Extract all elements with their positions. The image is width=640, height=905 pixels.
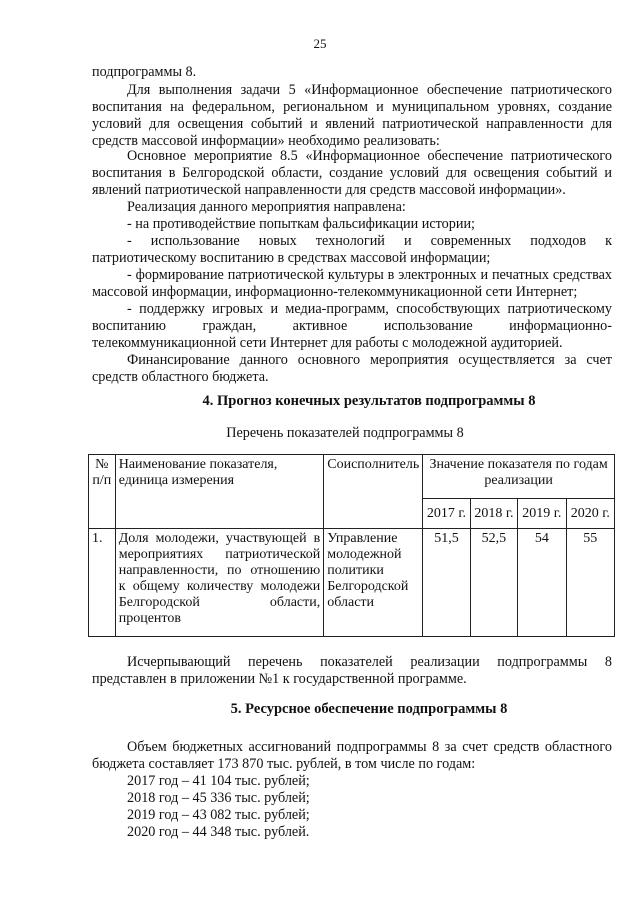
list-item: 2018 год – 45 336 тыс. рублей; [127, 790, 310, 806]
paragraph-line: Реализация данного мероприятия направлена: [127, 199, 406, 215]
row-value: 52,5 [470, 529, 517, 637]
cell-line: Белгородской области, [118, 595, 321, 610]
paragraph-line: воспитания в Белгородской области, создание условий для освещения событий и [92, 165, 612, 181]
cell-line: Белгородской [327, 579, 409, 594]
cell-line: направленности, по отношению [118, 563, 321, 578]
paragraph-line: воспитанию граждан, активное использование информационно- [92, 318, 612, 334]
header-values: Значение показателя по годам реализации [423, 455, 615, 499]
paragraph-line: средств массовой информации» необходимо реализовать: [92, 133, 440, 149]
header-num: № п/п [89, 455, 116, 529]
paragraph-line: условий для освещения событий и явлений патриотической направленности для [92, 116, 612, 132]
section-heading: 5. Ресурсное обеспечение подпрограммы 8 [230, 701, 508, 717]
paragraph-line: Основное мероприятие 8.5 «Информационное обеспечение патриотического [127, 148, 612, 164]
list-item: - использование новых технологий и современных подходов к [127, 233, 612, 249]
header-year: 2020 г. [566, 499, 614, 529]
paragraph-line: средств областного бюджета. [92, 369, 269, 385]
row-value: 55 [566, 529, 614, 637]
list-item: 2017 год – 41 104 тыс. рублей; [127, 773, 310, 789]
list-item: - поддержку игровых и медиа-программ, способствующих патриотическому [127, 301, 612, 317]
indicators-table [88, 454, 615, 637]
row-name [115, 529, 324, 637]
paragraph-line: подпрограммы 8. [92, 64, 197, 80]
row-coexec [324, 529, 423, 637]
list-item: 2020 год – 44 348 тыс. рублей. [127, 824, 310, 840]
header-name: Наименование показателя, единица измерения [115, 455, 324, 529]
header-coexec: Соисполнитель [324, 455, 423, 529]
header-year: 2019 г. [518, 499, 566, 529]
row-num: 1. [89, 529, 116, 637]
paragraph-line: патриотическому воспитанию в средствах массовой информации; [92, 250, 491, 266]
cell-line: мероприятиях патриотической [118, 547, 321, 562]
cell-line: к общему количеству молодежи [118, 579, 321, 594]
table-row [89, 529, 615, 637]
paragraph-line: явлений патриотической направленности для средств массовой информации». [92, 182, 566, 198]
cell-line: Управление [327, 531, 398, 546]
paragraph-line: Для выполнения задачи 5 «Информационное обеспечение патриотического [127, 82, 612, 98]
header-year: 2017 г. [423, 499, 470, 529]
table-caption: Перечень показателей подпрограммы 8 [226, 425, 464, 441]
row-value: 54 [518, 529, 566, 637]
page-number: 25 [313, 36, 327, 51]
paragraph-line: Финансирование данного основного мероприятия осуществляется за счет [127, 352, 612, 368]
cell-line: политики [327, 563, 384, 578]
list-item: - на противодействие попыткам фальсификации истории; [127, 216, 475, 232]
paragraph-line: массовой информации, информационно-телекоммуникационной сети Интернет; [92, 284, 578, 300]
paragraph-line: Исчерпывающий перечень показателей реализации подпрограммы 8 [127, 654, 612, 670]
section-heading: 4. Прогноз конечных результатов подпрограммы 8 [202, 393, 536, 409]
header-year: 2018 г. [470, 499, 517, 529]
cell-line: молодежной [327, 547, 402, 562]
cell-line: процентов [118, 611, 181, 626]
list-item: 2019 год – 43 082 тыс. рублей; [127, 807, 310, 823]
paragraph-line: представлен в приложении №1 к государственной программе. [92, 671, 467, 687]
paragraph-line: Объем бюджетных ассигнований подпрограммы 8 за счет средств областного [127, 739, 612, 755]
row-value: 51,5 [423, 529, 470, 637]
paragraph-line: телекоммуникационной сети Интернет для работы с молодежной аудиторией. [92, 335, 563, 351]
paragraph-line: воспитания на федеральном, региональном и муниципальном уровнях, создание [92, 99, 612, 115]
list-item: - формирование патриотической культуры в электронных и печатных средствах [127, 267, 612, 283]
cell-line: Доля молодежи, участвующей в [118, 531, 321, 546]
paragraph-line: бюджета составляет 173 870 тыс. рублей, в том числе по годам: [92, 756, 476, 772]
cell-line: области [327, 595, 375, 610]
